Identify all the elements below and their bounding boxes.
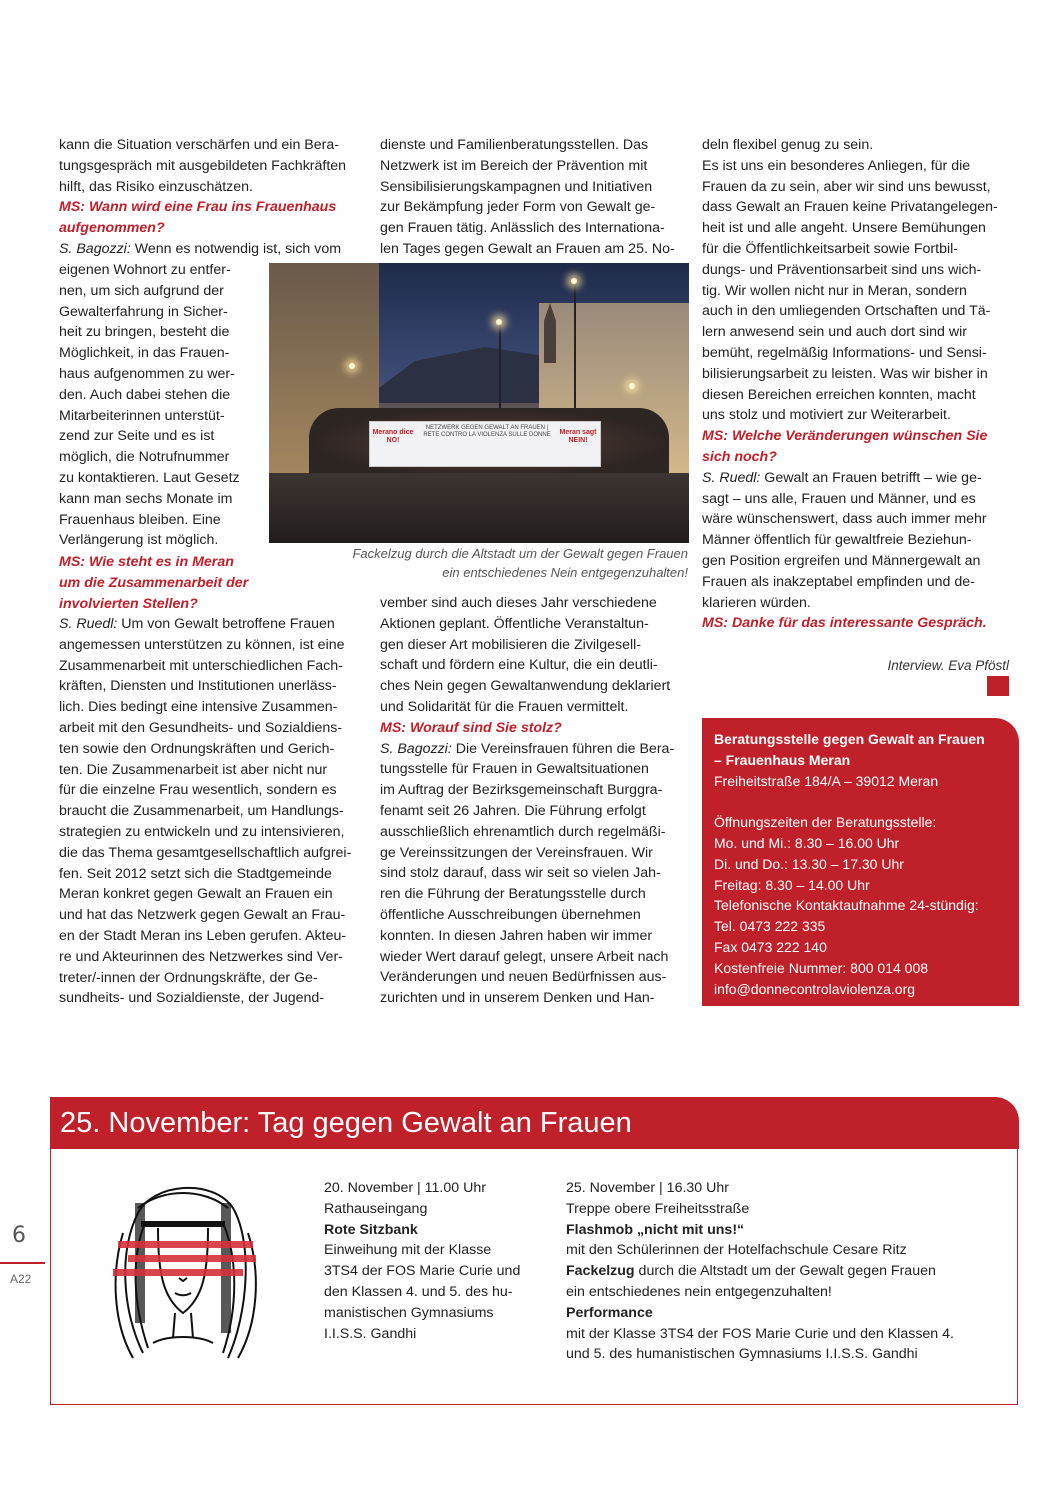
banner-left-text: Merano dice NO! [372,429,414,444]
info-line: Fax 0473 222 140 [714,938,827,955]
info-line: Freitag: 8.30 – 14.00 Uhr [714,876,870,893]
text-line: eigenen Wohnort zu entfer- [59,262,231,278]
info-line: Kostenfreie Nummer: 800 014 008 [714,959,929,976]
text-line: kräften, Diensten und Institutionen unerläss- [59,678,337,695]
event-1-date: 20. November | 11.00 Uhr [324,1180,486,1196]
event-1-desc: I.I.S.S. Gandhi [324,1325,417,1342]
text-line: zur Bekämpfung jeder Form von Gewalt ge- [380,199,656,216]
text-line: wieder Wert darauf gelegt, unsere Arbeit nach [380,948,669,965]
info-line: Öffnungszeiten der Beratungsstelle: [714,814,937,831]
text-line: treter/-innen der Ordnungskräfte, der Ge- [59,969,318,986]
contact-info-box [702,718,1019,1006]
event-2 [566,1178,1006,1365]
info-line: Di. und Do.: 13.30 – 17.30 Uhr [714,855,904,872]
text-line: möglich, die Notrufnummer [59,449,230,466]
column-1-bottom [59,614,369,1009]
text-line: ten sowie den Ordnungskräften und Gerich- [59,740,335,757]
text-line: kann die Situation verschärfen und ein Bera- [59,137,339,153]
text-line: Meran konkret gegen Gewalt an Frauen ein [59,886,333,903]
interview-question: MS: Wie steht es in Meran [59,554,234,570]
text-line: fenamt seit 26 Jahren. Die Führung erfolgt [380,802,646,819]
event-1-desc: manistischen Gymnasiums [324,1304,494,1321]
text-line: öffentliche Ausschreibungen übernehmen [380,906,641,923]
text-line: für die Öffentlichkeitsarbeit sowie Fortbil- [702,240,959,257]
text-line: wäre wünschenswert, dass auch immer mehr [702,511,987,528]
info-line: info@donnecontrolaviolenza.org [714,980,916,997]
speaker-line: S. Ruedl: Um von Gewalt betroffene Frauen [59,616,335,632]
banner-middle-text: NETZWERK GEGEN GEWALT AN FRAUEN | RETE CONTRO LA VIOLENZA SULLE DONNE [423,425,551,438]
woman-drawing-icon [83,1163,281,1368]
interview-question: MS: Wann wird eine Frau ins Frauenhaus [59,199,337,216]
text-line: Zusammenarbeit mit unterschiedlichen Fach- [59,657,343,674]
text-line: für die einzelne Frau wesentlich, sondern es [59,782,337,799]
text-line: dass Gewalt an Frauen keine Privatangelegen- [702,199,998,216]
photo-caption: Fackelzug durch die Altstadt um der Gewalt gegen Frauen ein entschiedenes Nein entgegenzuhalten! [352,546,688,580]
interview-question: um die Zusammenarbeit der [59,574,249,591]
banner-right-text: Meran sagt NEIN! [559,429,597,444]
text-line: Sensibilisierungskampagnen und Initiativen [380,178,653,195]
event-2-date: 25. November | 16.30 Uhr [566,1180,729,1196]
text-line: Veränderungen und neuen Bedürfnissen aus- [380,969,667,986]
event-2-line: mit den Schülerinnen der Hotelfachschule Cesare Ritz [566,1242,907,1259]
text-line: tungsstelle für Frauen in Gewaltsituationen [380,761,649,778]
column-3 [702,135,1017,634]
text-line: diesen Bereichen erreichen konnten, macht [702,386,976,403]
page-divider [0,1262,45,1264]
text-line: Aktionen geplant. Öffentliche Veranstaltun- [380,615,649,632]
event-1 [324,1178,544,1344]
text-line: dienste und Familienberatungsstellen. Das [380,137,649,153]
text-line: haus aufgenommen zu wer- [59,365,235,382]
text-line: Möglichkeit, in das Frauen- [59,345,230,362]
event-2-perf-title: Performance [566,1304,653,1321]
text-line: angemessen unterstützen zu können, ist eine [59,636,345,653]
text-line: Frauen als inakzeptabel empfinden und de- [702,573,975,590]
text-line: tungsgespräch mit ausgebildeten Fachkräften [59,157,347,174]
text-line: gen dieser Art mobilisieren die Zivilgesell- [380,636,642,653]
text-line: hilft, das Risiko einzuschätzen. [59,178,253,195]
text-line: ren die Führung der Beratungsstelle durch [380,886,646,903]
text-line: braucht die Zusammenarbeit, um Handlungs- [59,803,344,820]
column-2-top [380,135,690,260]
text-line: Gewalterfahrung in Sicher- [59,303,228,320]
woman-illustration [83,1163,281,1368]
text-line: Frauen da zu sein, aber wir sind uns bewusst, [702,178,991,195]
speaker-line: S. Bagozzi: Wenn es notwendig ist, sich vom [59,240,342,257]
event-1-title: Rote Sitzbank [324,1221,418,1238]
text-line: auch in den umliegenden Ortschaften und Tä- [702,303,991,320]
text-line: ge Vereinssitzungen der Vereinsfrauen. Wir [380,844,653,861]
text-line: Mitarbeiterinnen unterstüt- [59,407,225,424]
text-line: en der Stadt Meran ins Leben gerufen. Akteu- [59,927,347,944]
column-1-top [59,135,369,260]
info-address: Freiheitstraße 184/A – 39012 Meran [714,772,939,789]
event-1-desc: den Klassen 4. und 5. des hu- [324,1283,513,1300]
text-line: gen Position ergreifen und Männergewalt an [702,552,981,569]
info-line: Mo. und Mi.: 8.30 – 16.00 Uhr [714,834,900,851]
text-line: konnten. In diesen Jahren haben wir immer [380,927,653,944]
text-line: sagt – uns alle, Frauen und Männer, und es [702,490,976,507]
text-line: bemüht, regelmäßig Informations- und Sensi- [702,344,987,361]
text-line: zend zur Seite und es ist [59,428,215,445]
torch-march-photo [269,263,689,543]
text-line: zu kontaktieren. Laut Gesetz [59,469,240,486]
text-line: bilisierungsarbeit zu leisten. Was wir bisher in [702,365,988,382]
speaker-name: S. Ruedl: [702,469,761,486]
event-2-line: ein entschiedenes nein entgegenzuhalten! [566,1283,832,1300]
interview-question: MS: Danke für das interessante Gespräch. [702,615,987,632]
text-line: fen. Seit 2012 setzt sich die Stadtgemeinde [59,865,332,882]
text-line: und Solidarität für die Frauen vermittelt. [380,698,629,715]
text-line: zurichten und in unserem Denken und Han- [380,990,655,1007]
text-line: Männer öffentlich für gewaltfreie Beziehun- [702,532,972,549]
info-line: Tel. 0473 222 335 [714,918,826,935]
event-2-place: Treppe obere Freiheitsstraße [566,1200,750,1217]
text-line: arbeit mit den Gesundheits- und Sozialdiens- [59,719,343,736]
page-number: 6 [12,1223,26,1248]
text-line: tig. Wir wollen nicht nur in Meran, sondern [702,282,967,299]
text-line: heit zu bringen, besteht die [59,324,230,341]
speaker-name: S. Bagozzi: [59,240,131,257]
text-line: schaft und fördern eine Kultur, die ein deutli- [380,657,658,674]
text-line: und hat das Netzwerk gegen Gewalt an Frau- [59,907,346,924]
event-1-desc: 3TS4 der FOS Marie Curie und [324,1263,521,1280]
text-line: Frauenhaus bleiben. Eine [59,511,221,528]
interview-question: involvierten Stellen? [59,595,198,612]
text-line: gen Frauen tätig. Anlässlich des Internationa- [380,220,665,237]
text-line: kann man sechs Monate im [59,490,233,507]
column-1-narrow [59,260,264,551]
text-line: uns stolz und motiviert zur Weiterarbeit. [702,407,951,424]
text-line: re und Akteurinnen des Netzwerkes sind Ver- [59,948,343,965]
interview-question: MS: Worauf sind Sie stolz? [380,719,562,736]
text-line: ausschließlich ehrenamtlich durch regelmäßi- [380,823,666,840]
text-line: nen, um sich aufgrund der [59,282,224,299]
info-title-2: – Frauenhaus Meran [714,751,851,768]
interview-question: aufgenommen? [59,220,165,237]
event-2-fackel: Fackelzug durch die Altstadt um der Gewalt gegen Frauen [566,1263,936,1280]
event-banner: 25. November: Tag gegen Gewalt an Frauen [50,1097,1019,1149]
text-line: Verlängerung ist möglich. [59,532,219,549]
text-line: sind stolz darauf, dass wir seit so vielen Jah- [380,865,661,882]
interview-signature: Interview. Eva Pföstl [887,658,1009,673]
text-line: ches Nein gegen Gewaltanwendung deklariert [380,678,671,695]
column-1-question [59,552,329,614]
event-1-place: Rathauseingang [324,1200,428,1217]
event-2-title: Flashmob „nicht mit uns!“ [566,1221,745,1238]
event-1-desc: Einweihung mit der Klasse [324,1242,492,1259]
text-line: ten. Die Zusammenarbeit ist aber nicht nur [59,761,328,778]
column-2-bottom [380,593,695,1009]
info-line: Telefonische Kontaktaufnahme 24-stündig: [714,897,979,914]
speaker-line: S. Bagozzi: Die Vereinsfrauen führen die Bera- [380,740,675,757]
end-mark [987,676,1009,696]
text-line: klarieren würden. [702,594,811,611]
text-line: sundheits- und Sozialdienste, der Jugend- [59,990,325,1007]
text-line: heit ist und alle angeht. Unsere Bemühungen [702,220,986,237]
text-line: im Auftrag der Bezirksgemeinschaft Burggra- [380,782,663,799]
page-code: A22 [10,1272,32,1286]
text-line: dungs- und Präventionsarbeit sind uns wich- [702,261,982,278]
text-line: lich. Dies bedingt eine intensive Zusammen- [59,699,338,716]
text-line: die das Thema gesamtgesellschaftlich aufgrei- [59,844,352,861]
interview-question: sich noch? [702,448,777,465]
speaker-name: S. Bagozzi: [380,740,452,757]
info-title-1: Beratungsstelle gegen Gewalt an Frauen [714,731,985,747]
event-2-perf-line: mit der Klasse 3TS4 der FOS Marie Curie und den Klassen 4. [566,1325,954,1342]
speaker-line: S. Ruedl: Gewalt an Frauen betrifft – wie ge- [702,469,982,486]
text-line: lern anwesend sein und auch dort sind wir [702,324,967,341]
text-line: den. Auch dabei stehen die [59,386,231,403]
text-line: len Tages gegen Gewalt an Frauen am 25. No- [380,240,675,257]
text-line: strategien zu entwickeln und zu intensivieren, [59,823,345,840]
text-line: deln flexibel genug zu sein. [702,137,874,153]
speaker-name: S. Ruedl: [59,616,118,632]
text-line: vember sind auch dieses Jahr verschiedene [380,595,657,611]
text-line: Netzwerk ist im Bereich der Prävention mit [380,157,648,174]
interview-question: MS: Welche Veränderungen wünschen Sie [702,428,988,445]
event-2-perf-line: und 5. des humanistischen Gymnasiums I.I.S.S. Gandhi [566,1346,918,1363]
text-line: Es ist uns ein besonderes Anliegen, für die [702,157,971,174]
